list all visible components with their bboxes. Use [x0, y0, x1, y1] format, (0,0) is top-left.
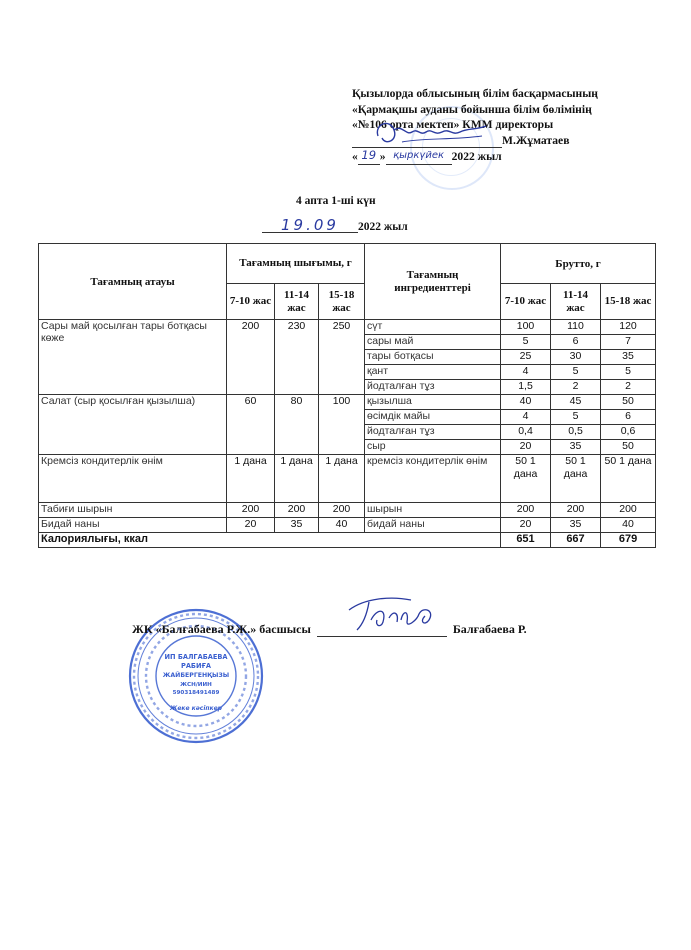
table-row-total [39, 533, 656, 548]
stamp-text-line2: РАБИҒА [181, 662, 211, 670]
table-row [39, 395, 656, 410]
brutto-15-18: 50 1 дана [601, 455, 656, 503]
menu-date [262, 218, 408, 233]
menu-date-year: 2022 жыл [358, 221, 408, 233]
table-row [39, 455, 656, 503]
dish-name: Салат (сыр қосылған қызылша) [39, 395, 227, 455]
approval-day: 19 [358, 148, 380, 165]
footer-signature-blank [317, 636, 447, 637]
brutto-7-10: 200 [501, 503, 551, 518]
stamp-text-line3: ЖАЙБЕРГЕНҚЫЗЫ [162, 672, 230, 679]
ingredient-name: өсімдік майы [365, 410, 501, 425]
dish-yield-11-14: 200 [275, 503, 319, 518]
brutto-7-10: 4 [501, 410, 551, 425]
brutto-15-18: 200 [601, 503, 656, 518]
head-signature [345, 590, 455, 636]
approval-line-2: «Қармақшы ауданы бойынша білім бөлімінің [352, 102, 592, 116]
brutto-15-18: 40 [601, 518, 656, 533]
header-dish-name: Тағамның атауы [39, 244, 227, 320]
dish-yield-11-14: 35 [275, 518, 319, 533]
dish-yield-15-18: 200 [319, 503, 365, 518]
director-name: М.Жұматаев [502, 133, 570, 147]
brutto-7-10: 20 [501, 440, 551, 455]
approval-line-1: Қызылорда облысының білім басқармасының [352, 87, 598, 100]
table-row [39, 503, 656, 518]
brutto-7-10: 5 [501, 335, 551, 350]
brutto-11-14: 5 [551, 410, 601, 425]
ingredient-name: қызылша [365, 395, 501, 410]
stamp-text-line4: ЖСН/ИИН [180, 682, 212, 688]
brutto-7-10: 0,4 [501, 425, 551, 440]
ingredient-name: бидай наны [365, 518, 501, 533]
brutto-7-10: 25 [501, 350, 551, 365]
stamp-text-bottom: Жеке кәсіпкер [170, 705, 222, 712]
brutto-15-18: 6 [601, 410, 656, 425]
week-day-title: 4 апта 1-ші күн [296, 195, 376, 207]
dish-yield-7-10: 200 [227, 320, 275, 395]
brutto-7-10: 40 [501, 395, 551, 410]
dish-name: Сары май қосылған тары ботқасы көже [39, 320, 227, 395]
ingredient-name: қант [365, 365, 501, 380]
footer-name: Балғабаева Р. [452, 622, 527, 636]
ingredient-name: йодталған тұз [365, 425, 501, 440]
brutto-11-14: 30 [551, 350, 601, 365]
brutto-7-10: 4 [501, 365, 551, 380]
header-yield: Тағамның шығымы, г [227, 244, 365, 284]
brutto-7-10: 20 [501, 518, 551, 533]
brutto-15-18: 0,6 [601, 425, 656, 440]
brutto-11-14: 200 [551, 503, 601, 518]
brutto-7-10: 1,5 [501, 380, 551, 395]
header-brutto: Брутто, г [501, 244, 656, 284]
menu-table [38, 243, 656, 548]
dish-yield-11-14: 1 дана [275, 455, 319, 503]
dish-name: Табиғи шырын [39, 503, 227, 518]
footer-signature-line [132, 622, 527, 637]
header-brutto-age-11-14: 11-14 жас [551, 284, 601, 320]
ingredient-name: шырын [365, 503, 501, 518]
brutto-15-18: 7 [601, 335, 656, 350]
total-15-18: 679 [601, 533, 656, 548]
footer-role: ЖК «Балғабаева Р.Ж.» басшысы [132, 622, 311, 636]
header-yield-age-7-10: 7-10 жас [227, 284, 275, 320]
brutto-11-14: 110 [551, 320, 601, 335]
header-ingredients: Тағамның ингредиенттері [365, 244, 501, 320]
brutto-11-14: 50 1 дана [551, 455, 601, 503]
table-row [39, 518, 656, 533]
total-7-10: 651 [501, 533, 551, 548]
brutto-15-18: 120 [601, 320, 656, 335]
dish-name: Бидай наны [39, 518, 227, 533]
stamp-text-line1: ИП БАЛГАБАЕВА [164, 653, 228, 661]
handwritten-date: 19.09 [262, 218, 358, 233]
table-row [39, 320, 656, 335]
total-11-14: 667 [551, 533, 601, 548]
dish-yield-15-18: 1 дана [319, 455, 365, 503]
ingredient-name: тары ботқасы [365, 350, 501, 365]
header-yield-age-11-14: 11-14 жас [275, 284, 319, 320]
header-brutto-age-7-10: 7-10 жас [501, 284, 551, 320]
brutto-11-14: 0,5 [551, 425, 601, 440]
approval-month: қыркүйек [386, 148, 452, 165]
ingredient-name: сары май [365, 335, 501, 350]
dish-name: Кремсіз кондитерлік өнім [39, 455, 227, 503]
director-signature [372, 114, 492, 154]
dish-yield-15-18: 40 [319, 518, 365, 533]
brutto-11-14: 6 [551, 335, 601, 350]
ingredient-name: кремсіз кондитерлік өнім [365, 455, 501, 503]
brutto-7-10: 50 1 дана [501, 455, 551, 503]
approval-year: 2022 жыл [451, 150, 502, 163]
brutto-11-14: 5 [551, 365, 601, 380]
stamp-text-line5: 590318491489 [172, 690, 220, 696]
brutto-15-18: 50 [601, 440, 656, 455]
brutto-15-18: 2 [601, 380, 656, 395]
dish-yield-7-10: 60 [227, 395, 275, 455]
approval-line-3: «№106 орта мектеп» КММ директоры [352, 118, 554, 131]
total-label: Калориялығы, ккал [39, 533, 501, 548]
ingredient-name: йодталған тұз [365, 380, 501, 395]
dish-yield-7-10: 1 дана [227, 455, 275, 503]
header-yield-age-15-18: 15-18 жас [319, 284, 365, 320]
quote-open: « [352, 150, 358, 163]
brutto-15-18: 5 [601, 365, 656, 380]
brutto-15-18: 50 [601, 395, 656, 410]
brutto-11-14: 35 [551, 518, 601, 533]
brutto-7-10: 100 [501, 320, 551, 335]
dish-yield-15-18: 100 [319, 395, 365, 455]
brutto-11-14: 45 [551, 395, 601, 410]
brutto-15-18: 35 [601, 350, 656, 365]
brutto-11-14: 2 [551, 380, 601, 395]
dish-yield-7-10: 200 [227, 503, 275, 518]
header-brutto-age-15-18: 15-18 жас [601, 284, 656, 320]
ingredient-name: сүт [365, 320, 501, 335]
dish-yield-7-10: 20 [227, 518, 275, 533]
brutto-11-14: 35 [551, 440, 601, 455]
quote-close: » [379, 150, 386, 163]
dish-yield-11-14: 230 [275, 320, 319, 395]
dish-yield-11-14: 80 [275, 395, 319, 455]
dish-yield-15-18: 250 [319, 320, 365, 395]
ingredient-name: сыр [365, 440, 501, 455]
